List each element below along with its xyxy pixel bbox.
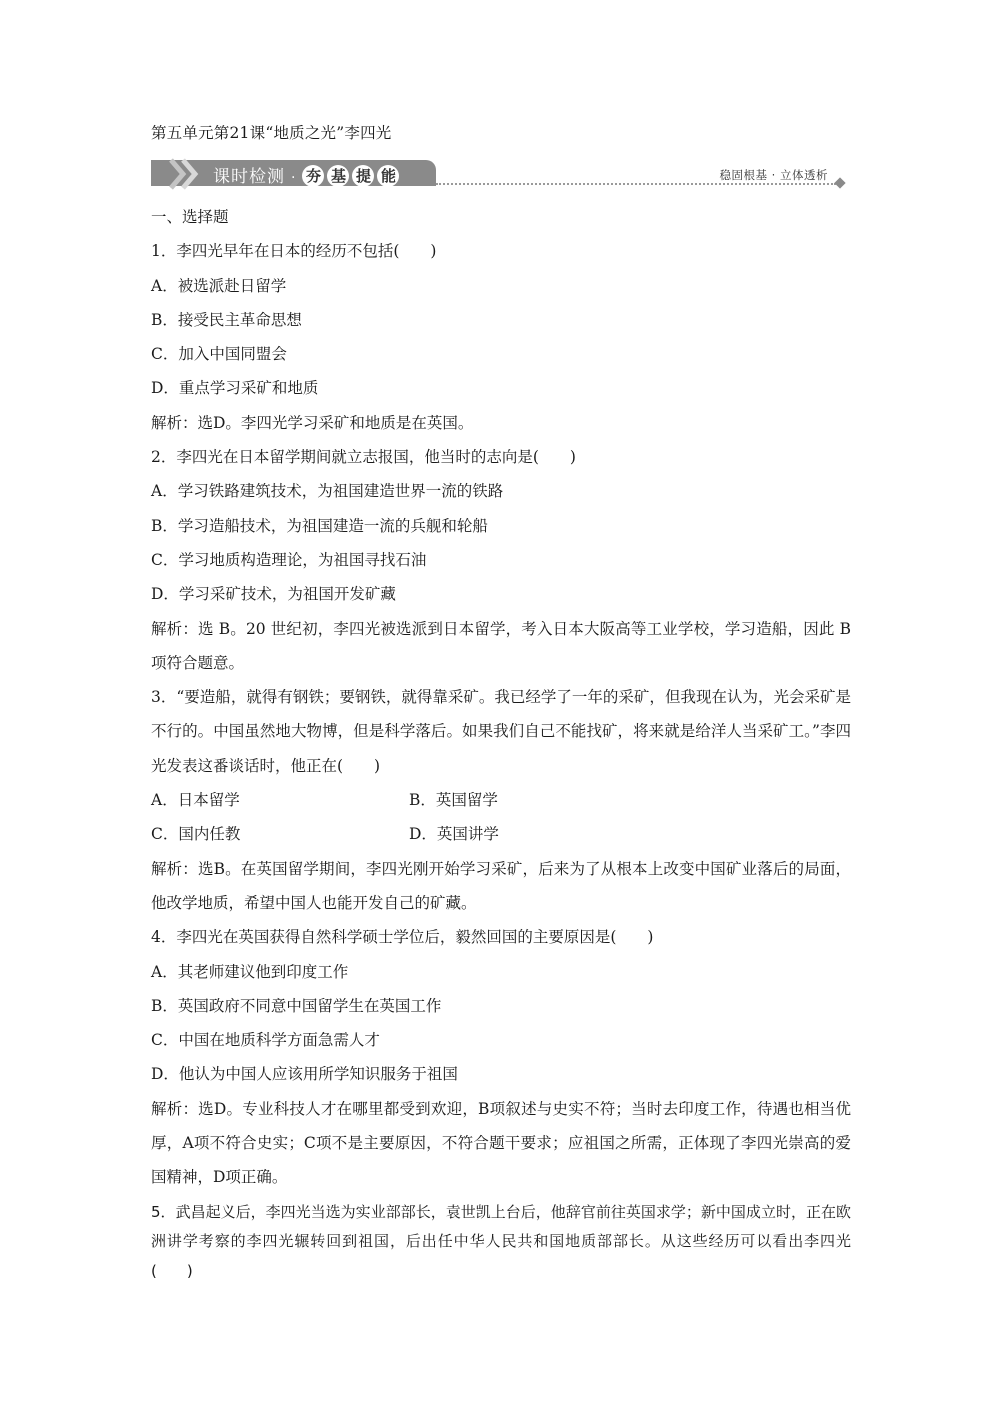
answer-analysis: 解析：选D。李四光学习采矿和地质是在英国。 xyxy=(151,413,474,432)
banner-subtitle: 稳固根基 · 立体透析 xyxy=(719,168,828,182)
question-stem: 5．武昌起义后，李四光当选为实业部部长，袁世凯上台后，他辞官前往英国求学；新中国成立时，正在欧洲讲学考察的李四光辗转回到祖国，后出任中华人民共和国地质部部长。从这些经历可以看出李四光( ) xyxy=(151,1202,851,1280)
question-stem: 2．李四光在日本留学期间就立志报国，他当时的志向是( ) xyxy=(151,448,576,467)
question-content xyxy=(151,200,851,1286)
page-title: 第五单元第21课“地质之光”李四光 xyxy=(151,124,392,142)
option: B．英国留学 xyxy=(409,791,498,810)
banner-label xyxy=(213,162,402,187)
question-stem: 1．李四光早年在日本的经历不包括( ) xyxy=(151,242,437,261)
option: A．被选派赴日留学 xyxy=(151,276,287,295)
double-chevron-icon xyxy=(167,158,203,190)
question-stem: 4．李四光在英国获得自然科学硕士学位后，毅然回国的主要原因是( ) xyxy=(151,928,654,947)
circled-char: 夯 xyxy=(302,165,324,187)
option: A．日本留学 xyxy=(151,791,240,810)
banner-title: 课时检测 xyxy=(213,167,285,187)
diamond-icon xyxy=(834,177,845,188)
option: B．英国政府不同意中国留学生在英国工作 xyxy=(151,996,442,1015)
option: B．接受民主革命思想 xyxy=(151,310,302,329)
option: C．国内任教 xyxy=(151,825,241,844)
option: D．学习采矿技术，为祖国开发矿藏 xyxy=(151,585,396,604)
option: C．中国在地质科学方面急需人才 xyxy=(151,1031,380,1050)
section-banner xyxy=(151,160,846,188)
option: D．重点学习采矿和地质 xyxy=(151,379,319,398)
option: D．英国讲学 xyxy=(409,825,499,844)
banner-tab xyxy=(151,160,436,186)
circled-char: 基 xyxy=(327,165,349,187)
circled-char: 提 xyxy=(352,165,374,187)
circled-char: 能 xyxy=(377,165,399,187)
option: C．加入中国同盟会 xyxy=(151,345,287,364)
option: D．他认为中国人应该用所学知识服务于祖国 xyxy=(151,1065,458,1084)
option-row xyxy=(151,817,851,851)
option-row xyxy=(151,783,851,817)
answer-analysis: 解析：选D。专业科技人才在哪里都受到欢迎，B项叙述与史实不符；当时去印度工作，待遇也相当优厚，A项不符合史实；C项不是主要原因，不符合题干要求；应祖国之所需，正体现了李四光崇高的爱国精神，D项正确。 xyxy=(151,1099,851,1187)
option: A．学习铁路建筑技术，为祖国建造世界一流的铁路 xyxy=(151,482,504,501)
answer-analysis: 解析：选B。在英国留学期间，李四光刚开始学习采矿，后来为了从根本上改变中国矿业落后的局面，他改学地质，希望中国人也能开发自己的矿藏。 xyxy=(151,859,851,912)
option: A．其老师建议他到印度工作 xyxy=(151,962,349,981)
option: B．学习造船技术，为祖国建造一流的兵舰和轮船 xyxy=(151,516,488,535)
section-heading: 一、选择题 xyxy=(151,208,229,226)
answer-analysis: 解析：选 B。20 世纪初，李四光被选派到日本留学，考入日本大阪高等工业学校，学习造船，因此 B 项符合题意。 xyxy=(151,619,851,672)
dotted-rule xyxy=(436,183,836,185)
option: C．学习地质构造理论，为祖国寻找石油 xyxy=(151,550,427,569)
banner-separator: · xyxy=(291,170,297,186)
question-stem: 3．“要造船，就得有钢铁；要钢铁，就得靠采矿。我已经学了一年的采矿，但我现在认为，光会采矿是不行的。中国虽然地大物博，但是科学落后。如果我们自己不能找矿，将来就是给洋人当采矿工。”李四光发表这番谈话时，他正在( ) xyxy=(151,688,851,775)
